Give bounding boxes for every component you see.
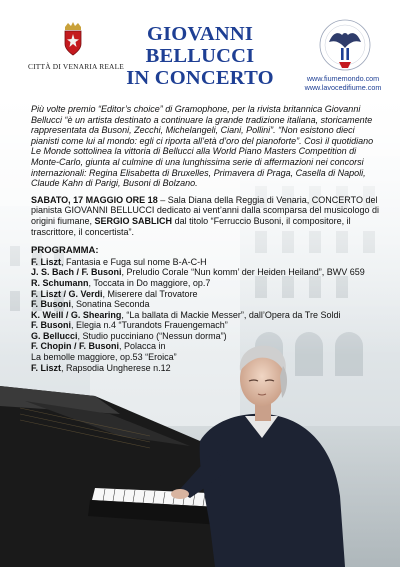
website-links <box>288 74 398 93</box>
program-work: , Elegia n.4 “Turandots Frauengemach” <box>71 320 228 331</box>
program-work: , “La ballata di Mackie Messer”, dall’Opera da Tre Soldi <box>121 309 341 320</box>
program-item <box>31 320 383 331</box>
program-composer: F. Liszt <box>31 362 62 373</box>
program-item <box>31 299 383 310</box>
header <box>0 0 400 96</box>
program-composer: K. Weill / G. Shearing <box>31 309 122 320</box>
event-honoree: SERGIO SABLICH <box>94 215 173 226</box>
program-work: , Polacca in <box>119 341 166 352</box>
program-title: PROGRAMMA: <box>31 245 99 257</box>
program-item <box>31 267 383 278</box>
event-text-2: dal titolo “Ferruccio Busoni, il compositore, il trascrittore, il concertista”. <box>31 215 351 237</box>
program-composer: G. Bellucci <box>31 330 78 341</box>
program-composer: F. Busoni <box>31 320 71 331</box>
program-composer: J. S. Bach / F. Busoni <box>31 267 122 278</box>
program-composer: F. Liszt <box>31 256 62 267</box>
program-item <box>31 289 383 300</box>
link-lavocedifiume[interactable]: www.lavocedifiume.com <box>304 83 382 93</box>
event-date: SABATO, 17 MAGGIO ORE 18 <box>31 194 158 205</box>
program-composer: F. Busoni <box>31 299 71 310</box>
program-work: , Toccata in Do maggiore, op.7 <box>88 277 211 288</box>
program-item <box>31 278 383 289</box>
program-work: , Rapsodia Ungherese n.12 <box>61 362 171 373</box>
association-emblem-icon <box>315 18 375 80</box>
program-composer: F. Chopin / F. Busoni <box>31 341 119 352</box>
program-work: , Studio pucciniano (“Nessun dorma”) <box>77 330 227 341</box>
city-logo <box>28 22 125 71</box>
program-item <box>31 310 383 321</box>
program-item <box>31 341 383 352</box>
event-paragraph <box>31 195 383 237</box>
city-name: CITTÀ DI VENARIA REALE <box>28 62 125 71</box>
program-composer: F. Liszt / G. Verdi <box>31 288 103 299</box>
link-fiumemondo[interactable]: www.fiumemondo.com <box>306 74 380 83</box>
program-item <box>31 331 383 342</box>
program-item <box>31 257 383 268</box>
program-work: , Miserere dal Trovatore <box>102 288 198 299</box>
intro-paragraph: Più volte premio “Editor’s choice” di Gramophone, per la rivista britannica Giovanni Bellucci “è un artista destinato a continuare la grande tradizione italiana, storicamente rappresentata da Busoni, Zecchi, Michelangeli, Ciani, Pollini”. “Non esistono dieci pianisti come lui al mondo: egli ci riporta all’età d’oro del pianoforte”. Così il quotidiano Le Monde sottolinea la vittoria di Bellucci alla World Piano Masters Competition di Monte-Carlo, giunta al culmine di una lunghissima serie di affermazioni nei concorsi internazionali: Regina Elisabetta di Bruxelles, Primavera di Praga, Casella di Napoli, Claude Kahn di Parigi, Busoni di Bolzano. <box>31 104 374 189</box>
program-item <box>31 363 383 374</box>
concert-title <box>110 23 290 89</box>
program-list <box>31 257 383 374</box>
poster-text <box>31 104 383 373</box>
program-composer: R. Schumann <box>31 277 89 288</box>
program-work: La bemolle maggiore, op.53 “Eroica” <box>31 352 177 363</box>
program-work: , Sonatina Seconda <box>71 299 150 310</box>
program-work: , Fantasia e Fuga sul nome B-A-C-H <box>61 256 207 267</box>
program-work: , Preludio Corale “Nun komm’ der Heiden Heiland”, BWV 659 <box>121 267 365 278</box>
venaria-crest-icon <box>62 22 84 56</box>
event-text-1: – Sala Diana della Reggia di Venaria, CONCERTO del pianista GIOVANNI BELLUCCI dedicato ai vent’anni dalla scomparsa del musicologo di origini fiumane, <box>31 194 380 226</box>
program-item <box>31 352 383 363</box>
title-line-1: GIOVANNI BELLUCCI <box>145 23 255 67</box>
title-line-2: IN CONCERTO <box>126 67 274 89</box>
